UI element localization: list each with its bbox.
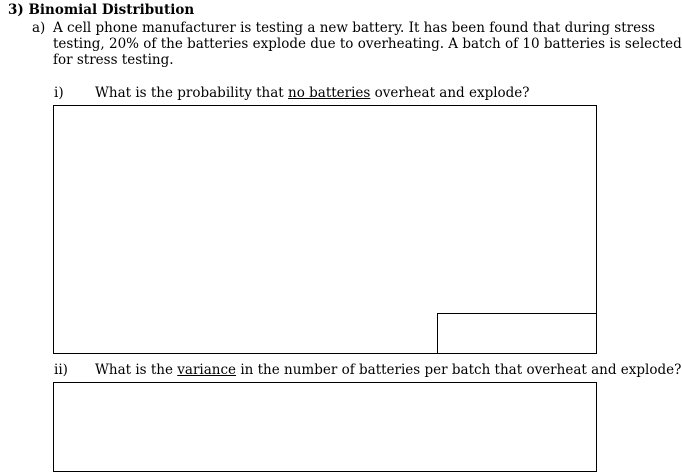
sub-question-ii-underlined: variance bbox=[177, 362, 237, 378]
sub-question-ii-label: ii) bbox=[54, 362, 68, 378]
question-heading: 3) Binomial Distribution bbox=[8, 2, 195, 18]
sub-question-i-text-end: overheat and explode? bbox=[370, 85, 530, 101]
part-a-label: a) bbox=[32, 20, 46, 36]
sub-question-i-text bbox=[95, 85, 530, 101]
part-a-line-2: testing, 20% of the batteries explode due to overheating. A batch of 10 batteries is selected bbox=[53, 36, 682, 52]
sub-question-ii-text bbox=[95, 362, 681, 378]
part-a-line-3: for stress testing. bbox=[53, 52, 174, 68]
answer-box-ii[interactable] bbox=[53, 382, 597, 472]
sub-question-i-text-start: What is the probability that bbox=[95, 85, 289, 101]
part-a-line-1: A cell phone manufacturer is testing a new battery. It has been found that during stress bbox=[53, 20, 655, 36]
sub-question-i-underlined: no batteries bbox=[288, 85, 371, 101]
sub-question-ii-text-end: in the number of batteries per batch that overheat and explode? bbox=[236, 362, 682, 378]
sub-question-i-label: i) bbox=[54, 85, 64, 101]
final-answer-box-i[interactable] bbox=[437, 313, 597, 354]
sub-question-ii-text-start: What is the bbox=[95, 362, 178, 378]
